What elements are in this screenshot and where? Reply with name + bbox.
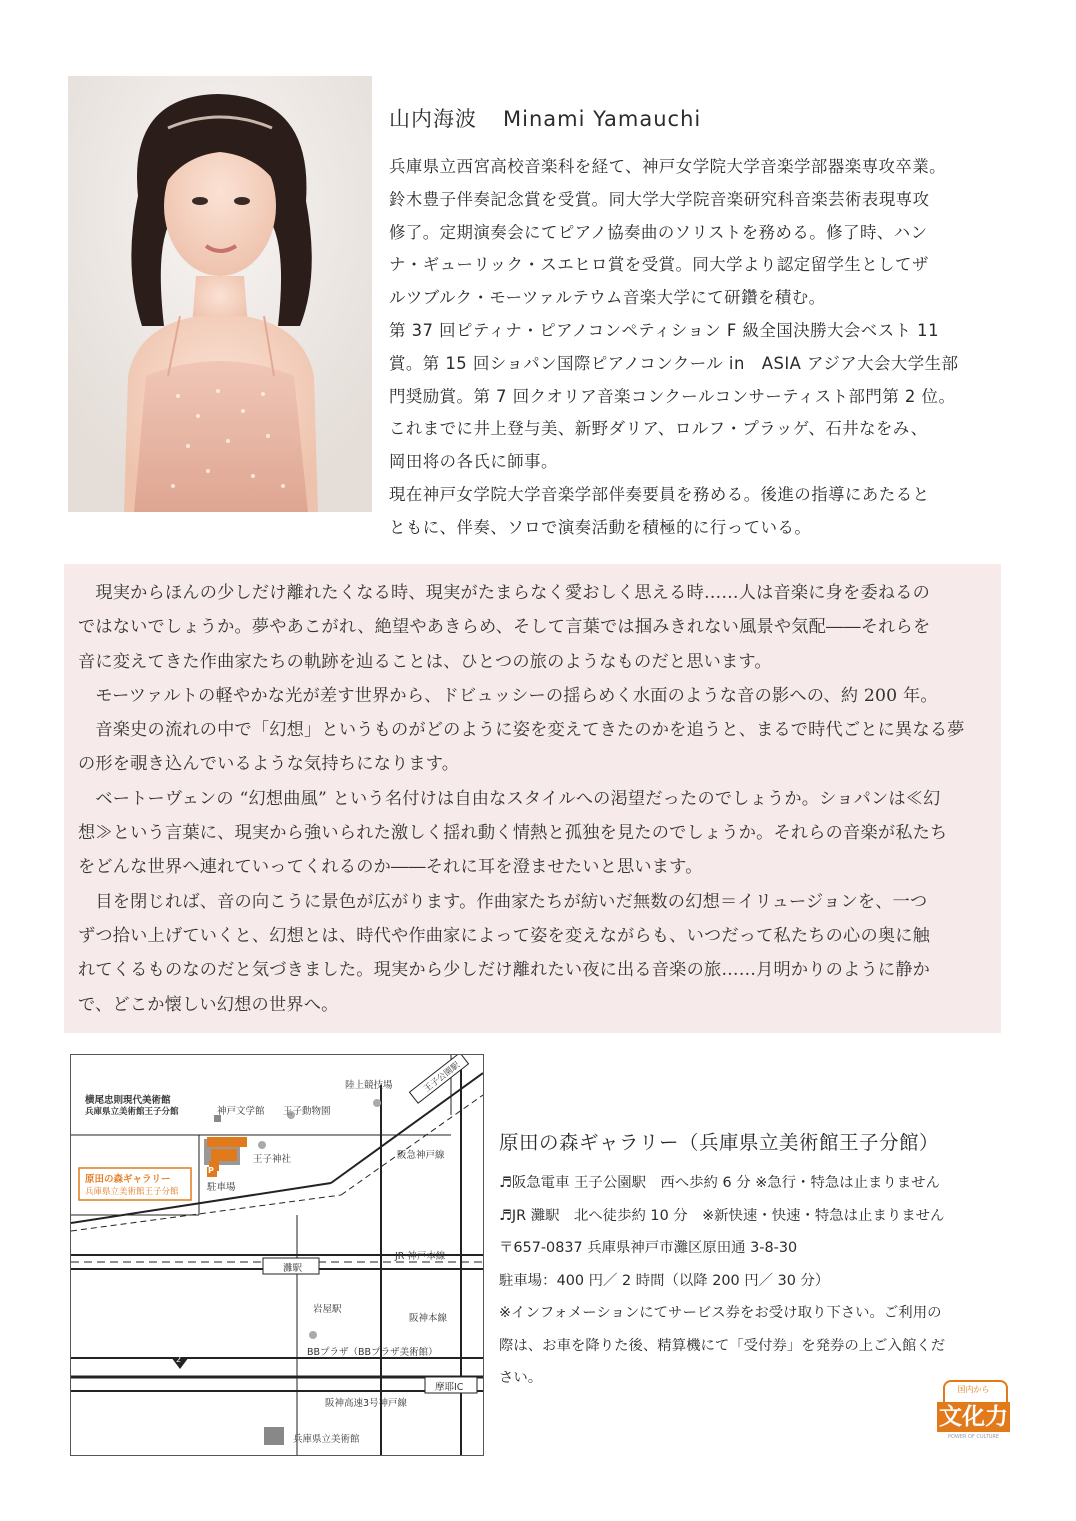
performer-portrait-photo <box>68 76 372 512</box>
bio-line: ナ・ギューリック・スエヒロ賞を受賞。同大学より認定留学生としてザ <box>389 255 929 275</box>
map-label-nada-station: 灘駅 <box>283 1263 303 1274</box>
bio-line: 鈴木豊子伴奏記念賞を受賞。同大学大学院音楽研究科音楽芸術表現専攻 <box>389 189 930 209</box>
map-label-hanshin-line: 阪神本線 <box>409 1313 448 1324</box>
essay-line: 想≫という言葉に、現実から強いられた激しく揺れ動く情熱と孤独を見たのでしょうか。それらの音楽が私たち <box>78 823 948 844</box>
route-2-marker: 2 <box>176 1355 182 1364</box>
bio-line: 兵庫県立西宮高校音楽科を経て、神戸女学院大学音楽学部器楽専攻卒業。 <box>389 157 947 176</box>
performer-name-english: Minami Yamauchi <box>503 107 702 131</box>
essay-line: ではないでしょうか。夢やあこがれ、絶望やあきらめ、そして言葉では掴みきれない風景や気配――それらを <box>78 617 931 638</box>
venue-info <box>499 1127 1019 1395</box>
bio-line: ルツブルク・モーツァルテウム音楽大学にて研鑽を積む。 <box>389 288 826 308</box>
map-label-hyogo-museum: 兵庫県立美術館 <box>293 1434 360 1445</box>
essay-line: 音に変えてきた作曲家たちの軌跡を辿ることは、ひとつの旅のようなものだと思います。 <box>78 651 772 672</box>
venue-line: 駐車場：400 円／ 2 時間（以降 200 円／ 30 分） <box>499 1272 830 1289</box>
bio-line: 第 37 回ピティナ・ピアノコンペティション F 級全国決勝大会ベスト 11 <box>389 320 940 340</box>
venue-line: ※インフォメーションにてサービス券をお受け取り下さい。ご利用の <box>499 1305 942 1321</box>
program-essay-text <box>78 576 988 1022</box>
bio-line: 修了。定期演奏会にてピアノ協奏曲のソリストを務める。修了時、ハン <box>389 222 928 242</box>
essay-line: 音楽史の流れの中で「幻想」というものがどのように姿を変えてきたのかを追うと、まるで時代ごとに異なる夢 <box>78 720 965 741</box>
map-label-maya-ic: 摩耶IC <box>435 1382 464 1393</box>
performer-name-japanese: 山内海波 <box>389 107 477 131</box>
performer-biography <box>389 103 1029 545</box>
essay-line: の形を覗き込んでいるような気持ちになります。 <box>78 754 460 775</box>
map-label-oji-annex: 兵庫県立美術館王子分館 <box>85 1107 179 1117</box>
map-label-kobe-bungakukan: 神戸文学館 <box>217 1106 265 1117</box>
portrait-illustration <box>68 76 372 512</box>
essay-line: 現実からほんの少しだけ離れたくなる時、現実がたまらなく愛おしく思える時……人は音楽に身を委ねるの <box>78 583 930 603</box>
bio-line: 門奨励賞。第 7 回クオリア音楽コンクールコンサーティスト部門第 2 位。 <box>389 386 956 406</box>
map-label-iwaya-station: 岩屋駅 <box>313 1304 342 1315</box>
logo-main-text: 文化力 <box>939 1404 1008 1430</box>
essay-line: ずつ拾い上げていくと、幻想とは、時代や作曲家によって姿を変えながらも、いつだって私たちの心の奥に触 <box>78 925 930 946</box>
bio-line: ともに、伴奏、ソロで演奏活動を積極的に行っている。 <box>389 517 812 537</box>
bio-line: これまでに井上登与美、新野ダリア、ロルフ・プラッゲ、石井なをみ、 <box>389 419 928 439</box>
map-label-hankyu-kobe-line: 阪急神戸線 <box>397 1150 445 1161</box>
map-label-bb-plaza: BBプラザ（BBプラザ美術館） <box>307 1347 438 1358</box>
venue-title: 原田の森ギャラリー（兵庫県立美術館王子分館） <box>499 1131 940 1154</box>
venue-line: ♬阪急電車 王子公園駅 西へ歩約 6 分 ※急行・特急は止まりません <box>499 1175 940 1191</box>
map-label-parking: 駐車場 <box>207 1182 236 1193</box>
venue-line: 〒657-0837 兵庫県神戸市灘区原田通 3-8-30 <box>499 1240 798 1256</box>
essay-line: ベートーヴェンの “幻想曲風” という名付けは自由なスタイルへの渇望だったのでしょうか。ショパンは≪幻 <box>78 788 941 809</box>
map-label-yokoo-museum: 横尾忠則現代美術館 <box>85 1095 171 1106</box>
logo-subtext: POWER OF CULTURE <box>947 1434 1000 1440</box>
bio-line: 賞。第 15 回ショパン国際ピアノコンクール in ASIA アジア大会大学生部 <box>389 353 959 373</box>
map-label-hanshin-expressway: 阪神高速3号神戸線 <box>325 1398 408 1409</box>
bio-line: 現在神戸女学院大学音楽学部伴奏要員を務める。後進の指導にあたると <box>389 484 930 504</box>
map-label-oji-koen-station: 王子公園駅 <box>422 1060 462 1095</box>
venue-line: さい。 <box>499 1370 543 1386</box>
essay-line: で、どこか懐しい幻想の世界へ。 <box>78 994 339 1015</box>
map-label-oji-zoo: 王子動物園 <box>283 1106 331 1117</box>
map-label-harada-annex: 兵庫県立美術館王子分館 <box>85 1187 179 1197</box>
bunkaryoku-logo <box>937 1380 1010 1446</box>
map-label-rikujo-kyogijo: 陸上競技場 <box>345 1080 393 1091</box>
essay-line: モーツァルトの軽やかな光が差す世界から、ドビュッシーの揺らめく水面のような音の影への、約 200 年。 <box>78 685 938 706</box>
access-map <box>70 1054 484 1456</box>
logo-top-text: 国内から <box>957 1385 990 1394</box>
parking-icon: P <box>208 1166 214 1175</box>
map-label-oji-jinja: 王子神社 <box>253 1154 292 1165</box>
venue-line: ♬JR 灘駅 北へ徒歩約 10 分 ※新快速・快速・特急は止まりません <box>499 1207 945 1224</box>
map-label-jr-kobe-line: JR 神戸本線 <box>395 1251 446 1262</box>
bio-line: 岡田将の各氏に師事。 <box>389 452 558 472</box>
essay-line: れてくるものなのだと気づきました。現実から少しだけ離れたい夜に出る音楽の旅……月明かりのように静か <box>78 960 930 981</box>
program-essay-box <box>64 564 1001 1033</box>
essay-line: 目を閉じれば、音の向こうに景色が広がります。作曲家たちが紡いだ無数の幻想＝イリュージョンを、一つ <box>78 891 928 912</box>
venue-line: 際は、お車を降りた後、精算機にて「受付券」を発券の上ご入館くだ <box>499 1337 946 1354</box>
essay-line: をどんな世界へ連れていってくれるのか――それに耳を澄ませたいと思います。 <box>78 857 703 878</box>
map-label-harada-gallery: 原田の森ギャラリー <box>85 1174 171 1185</box>
performer-name <box>389 103 1029 133</box>
